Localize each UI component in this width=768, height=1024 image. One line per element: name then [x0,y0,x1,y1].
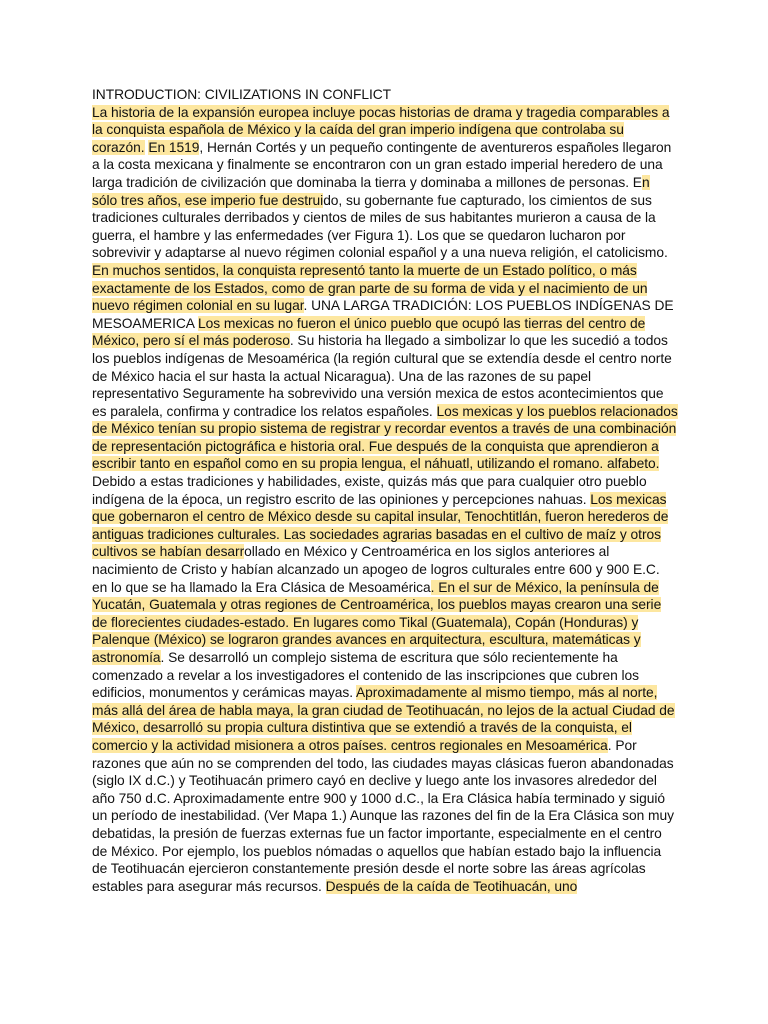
body-paragraph [92,105,678,894]
highlighted-text: En 1519 [148,139,200,155]
highlighted-text: Aproximadamente al mismo tiempo, más al norte, más allá del área de habla maya, la gran ciudad de Teotihuacán, no lejos de la actual Ciudad de México, desarrolló su propia cultura distintiva que se extendió a través de la conquista, el comercio y la actividad misionera a otros países. centros regionales en Mesoamérica [92,685,675,753]
body-text: . Se desarrolló un complejo sistema de escritura que sólo recientemente ha comenzado a revelar a los investigadores el contenido de las inscripciones que cubren los edificios, monumentos y cerámicas mayas. [92,650,639,701]
document-body [92,86,678,895]
highlighted-text: Los mexicas no fueron el único pueblo que ocupó las tierras del centro de México, pero sí el más poderoso [92,315,646,349]
body-text: Debido a estas tradiciones y habilidades, existe, quizás más que para cualquier otro pueblo indígena de la época, un registro escrito de las opiniones y percepciones nahuas. [92,474,647,507]
body-text: do, su gobernante fue capturado, los cimientos de sus tradiciones culturales derribados y cientos de miles de sus habitantes murieron a causa de la guerra, el hambre y las enfermedades (ver Figura 1). Los que se quedaron lucharon por sobrevivir y adaptarse al nuevo régimen colonial español y a una nueva religión, el catolicismo. [92,192,668,261]
body-text: . Su historia ha llegado a simbolizar lo que les sucedió a todos los pueblos indígenas de Mesoamérica (la región cultural que se extendía desde el centro norte de México hacia el sur hasta la actual Nicaragua). Una de las razones de su papel representativo Seguramente ha sobrevivido una versión mexica de estos acontecimientos que es paralela, confirma y contradice los relatos españoles. [92,333,672,419]
highlighted-text: Los mexicas que gobernaron el centro de México desde su capital insular, Tenochtitlán, fueron herederos de antiguas tradiciones culturales. Las sociedades agrarias basadas en el cultivo de maíz y otros cultivos se habían desarr [92,491,669,560]
body-text: , Hernán Cortés y un pequeño contingente de aventureros españoles llegaron a la costa mexicana y finalmente se encontraron con un gran estado imperial heredero de una larga tradición de civilización que dominaba la tierra y dominaba a millones de personas. E [92,139,672,190]
highlighted-text: Los mexicas y los pueblos relacionados de México tenían su propio sistema de registrar y recordar eventos a través de una combinación de representación pictográfica e historia oral. Fue después de la conquista que aprendieron a escribir tanto en español como en su propia lengua, el náhuatl, utilizando el romano. alfabeto. [92,403,678,472]
highlighted-text: En muchos sentidos, la conquista representó tanto la muerte de un Estado político, o más exactamente de los Estados, como de gran parte de su forma de vida y el nacimiento de un nuevo régimen colonial en su lugar [92,262,648,314]
highlighted-text: . En el sur de México, la península de Yucatán, Guatemala y otras regiones de Centroamérica, los pueblos mayas crearon una serie de florecientes ciudades-estado. En lugares como Tikal (Guatemala), Copán (Honduras) y Palenque (México) se lograron grandes avances en arquitectura, escultura, matemáticas y astronomía [92,579,662,665]
document-heading: INTRODUCTION: CIVILIZATIONS IN CONFLICT [92,87,392,102]
highlighted-text: La historia de la expansión europea incluye pocas historias de drama y tragedia comparables a la conquista española de México y la caída del gran imperio indígena que controlaba su corazón. [92,104,670,155]
body-text: ollado en México y Centroamérica en los siglos anteriores al nacimiento de Cristo y habían alcanzado un apogeo de logros culturales entre 600 y 900 E.C. en lo que se ha llamado la Era Clásica de Mesoamérica [92,544,660,595]
body-text: . Por razones que aún no se comprenden del todo, las ciudades mayas clásicas fueron abandonadas (siglo IX d.C.) y Teotihuacán primero cayó en declive y luego ante los invasores alrededor del año 750 d.C. Aproximadamente entre 900 y 1000 d.C., la Era Clásica había terminado y siguió un período de inestabilidad. (Ver Mapa 1.) Aunque las razones del fin de la Era Clásica son muy debatidas, la presión de fuerzas externas fue un factor importante, especialmente en el centro de México. Por ejemplo, los pueblos nómadas o aquellos que habían estado bajo la influencia de Teotihuacán ejercieron constantemente presión desde el norte sobre las áreas agrícolas estables para asegurar más recursos. [92,737,674,894]
highlighted-text: Después de la caída de Teotihuacán, uno [325,878,578,894]
highlighted-text: n sólo tres años, ese imperio fue destrui [92,174,650,208]
body-text: . UNA LARGA TRADICIÓN: LOS PUEBLOS INDÍGENAS DE MESOAMERICA [92,298,674,331]
